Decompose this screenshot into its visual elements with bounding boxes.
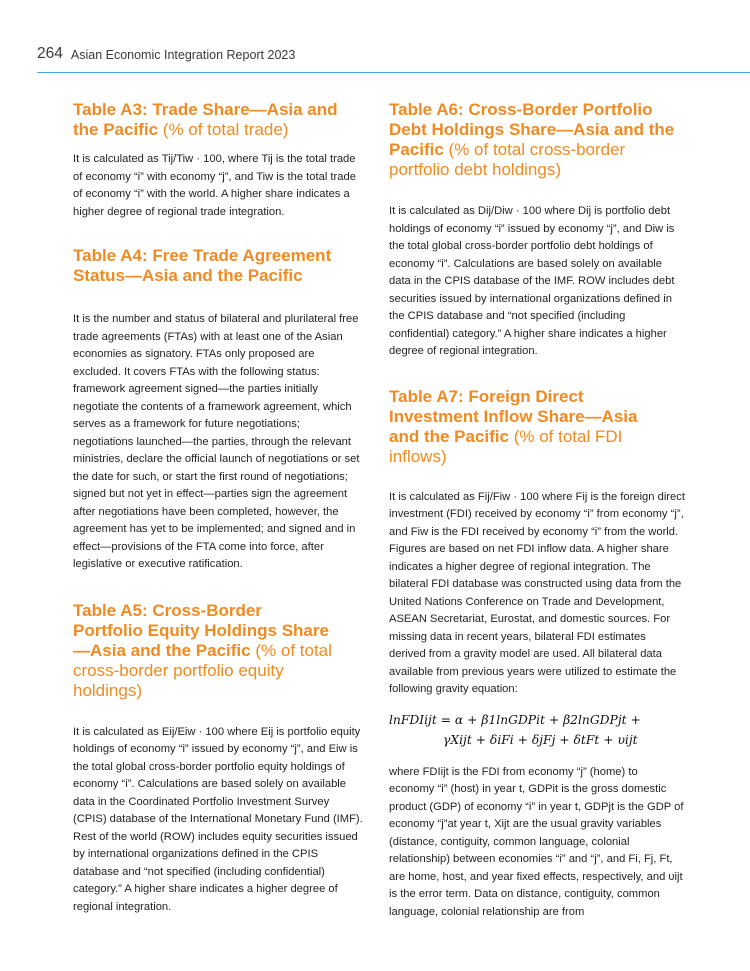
report-title: Asian Economic Integration Report 2023 — [70, 48, 296, 62]
section-table-a7 — [389, 387, 685, 922]
gravity-equation-line-2: γXijt + δiFi + δjFj + δtFt + υijt — [443, 732, 638, 747]
table-a7-title: Table A7: Foreign Direct Investment Inflow Share—Asia and the Pacific — [389, 386, 638, 446]
right-column — [389, 100, 685, 921]
table-a5-heading — [73, 601, 335, 701]
table-a7-heading — [389, 387, 664, 467]
section-table-a5 — [73, 601, 363, 917]
page-number: 264 — [37, 45, 63, 62]
section-table-a3 — [73, 100, 363, 221]
table-a3-body: It is calculated as Tij/Tiw · 100, where Tij is the total trade of economy “i” with economy “j”, and Tiw is the total trade of economy “i” with the world. A higher share indicates a higher degree of regional trade integration. — [73, 153, 356, 218]
table-a7-subtitle: (% of total FDI inflows) — [389, 426, 623, 466]
table-a5-subtitle: (% of total cross-border portfolio equity holdings) — [73, 640, 332, 700]
gravity-equation-line-1: lnFDIijt = α + β1lnGDPit + β2lnGDPjt + — [389, 712, 641, 727]
gravity-equation — [389, 710, 685, 750]
table-a3-subtitle: (% of total trade) — [162, 120, 289, 139]
table-a5-title: Table A5: Cross-Border Portfolio Equity Holdings Share—Asia and the Pacific — [73, 600, 329, 660]
table-a4-body: It is the number and status of bilateral and plurilateral free trade agreements (FTAs) with at least one of the Asian economies as signatory. FTAs only proposed are excluded. It covers FTAs with the following status: framework agreement signed—the parties initially negotiate the contents of a framework agreement, which serves as a framework for future negotiations; negotiations launched—the parties, through the relevant ministries, declare the official launch of negotiations or set the date for such, or start the first round of negotiations; signed but not yet in effect—parties sign the agreement after negotiations have been completed, however, the agreement has yet to be implemented; and signed and in effect—provisions of the FTA come into force, after legislative or executive ratification. — [73, 313, 360, 570]
section-table-a4 — [73, 246, 363, 574]
table-a4-title: Table A4: Free Trade Agreement Status—Asia and the Pacific — [73, 246, 332, 285]
table-a6-subtitle: (% of total cross-border portfolio debt holdings) — [389, 140, 626, 179]
table-a3-title: Table A3: Trade Share—Asia and the Pacific — [73, 100, 338, 139]
left-column — [73, 100, 363, 916]
table-a3-heading — [73, 100, 358, 140]
table-a5-body: It is calculated as Eij/Eiw · 100 where Eij is portfolio equity holdings of economy “i” issued by economy “j”, and Eiw is the total global cross-border portfolio equity holdings of economy “i”. Calculations are based solely on available data in the Coordinated Portfolio Investment Survey (CPIS) database of the International Monetary Fund (IMF). Rest of the world (ROW) includes equity securities issued by international organizations defined in the CPIS database and “not specified (including confidential) category.” A higher share indicates a higher degree of regional integration. — [73, 725, 363, 913]
table-a6-heading — [389, 100, 679, 180]
page-header — [37, 44, 750, 73]
table-a7-body-continued: where FDIijt is the FDI from economy “j” (home) to economy “i” (host) in year t, GDPit is the gross domestic product (GDP) of economy “i” in year t, GDPjt is the GDP of economy “j”at year t, Xijt are the usual gravity variables (distance, contiguity, common language, colonial relationship) between economies “i” and “j”, and Fi, Fj, Ft, are home, host, and year fixed effects, respectively, and υijt is the error term. Data on distance, contiguity, common language, colonial relationship are from — [389, 765, 684, 918]
table-a6-body: It is calculated as Dij/Diw · 100 where Dij is portfolio debt holdings of economy “i” issued by economy “j”, and Diw is the total global cross-border portfolio debt holdings of economy “i”. Calculations are based solely on available data in the CPIS database of the IMF. ROW includes debt securities issued by international organizations defined in the CPIS database and “not specified (including confidential) category.” A higher share indicates a higher degree of regional integration. — [389, 205, 675, 357]
table-a7-body: It is calculated as Fij/Fiw · 100 where Fij is the foreign direct investment (FDI) received by economy “i” from economy “j”, and Fiw is the FDI received by economy “i” from the world. Figures are based on net FDI inflow data. A higher share indicates a higher degree of regional integration. The bilateral FDI database was constructed using data from the United Nations Conference on Trade and Development, ASEAN Secretariat, Eurostat, and domestic sources. For missing data in recent years, bilateral FDI estimates derived from a gravity model are used. All bilateral data available from previous years were utilized to estimate the following gravity equation: — [389, 490, 685, 695]
table-a6-title: Table A6: Cross-Border Portfolio Debt Holdings Share—Asia and the Pacific — [389, 100, 675, 159]
section-table-a6 — [389, 100, 685, 361]
